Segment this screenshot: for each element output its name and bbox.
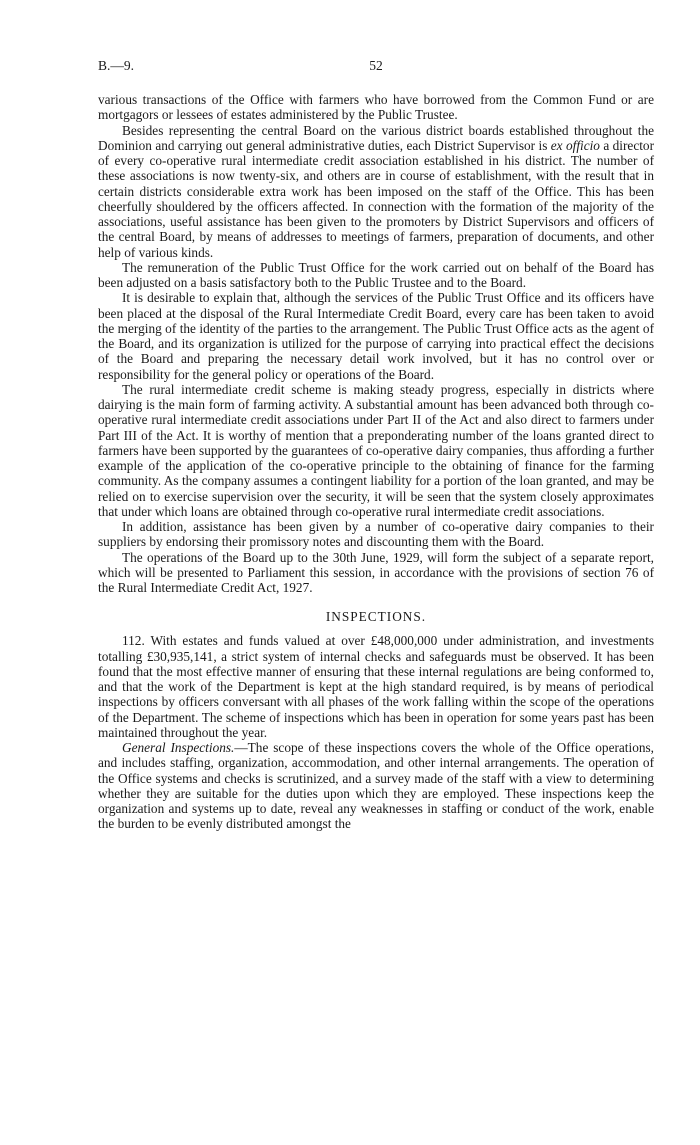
page-header — [98, 58, 654, 78]
paragraph-112: 112. With estates and funds valued at over £48,000,000 under administration, and investments totalling £30,935,141, a strict system of internal checks and safeguards must be observed. It has been found that the most effective manner of ensuring that these internal regulations are being conformed to, and that the work of the Department is kept at the high standard required, is by means of periodical inspections by officers conversant with all phases of the work falling within the scope of the operations of the Department. The scheme of inspections which has been in operation for some years past has been maintained throughout the year. — [98, 633, 654, 740]
paragraph-text: Besides representing the central Board on the various district boards established throughout the Dominion and carrying out general administrative duties, each District Supervisor is — [98, 122, 654, 153]
latin-term: ex officio — [550, 137, 600, 153]
paragraph-text: —The scope of these inspections covers the whole of the Office operations, and includes staffing, organization, accommodation, and other internal arrangements. The operation of the Office systems and checks is scrutinized, and a survey made of the staff with a view to determining whether they are suitable for the duties upon which they are employed. These inspections keep the organization and systems up to date, reveal any weaknesses in staffing or conduct of the work, enable the burden to be evenly distributed amongst the — [98, 740, 654, 832]
subheading-italic: General Inspections. — [122, 740, 235, 755]
document-body — [98, 92, 654, 832]
paragraph-general-inspections — [98, 740, 654, 832]
section-heading: INSPECTIONS. — [325, 609, 427, 625]
paragraph-board-operations: The operations of the Board up to the 30th June, 1929, will form the subject of a separate report, which will be presented to Parliament this session, in accordance with the provisions of section 76 of the Rural Intermediate Credit Act, 1927. — [98, 549, 654, 595]
paragraph-continuation: various transactions of the Office with farmers who have borrowed from the Common Fund or are mortgagors or lessees of estates administered by the Public Trustee. — [98, 92, 654, 123]
paragraph-credit-scheme-progress: The rural intermediate credit scheme is making steady progress, especially in districts where dairying is the main form of farming activity. A substantial amount has been advanced both through co-operative rural intermediate credit associations under Part II of the Act and also direct to farmers under Part III of the Act. It is worthy of mention that a preponderating number of the loans granted direct to farmers have been supported by the guarantees of co-operative dairy companies, thus affording a further example of the application of the co-operative principle to the obtaining of finance for the farming community. As the company assumes a contingent liability for a portion of the loan granted, and may be relied on to exercise supervision over the security, it will be seen that the system closely approximates that under which loans are obtained through co-operative rural intermediate credit associations. — [98, 381, 654, 519]
paragraph-district-supervisors — [98, 123, 654, 260]
page-number: 52 — [369, 58, 383, 73]
paragraph-remuneration: The remuneration of the Public Trust Office for the work carried out on behalf of the Board has been adjusted on a basis satisfactory both to the Public Trustee and to the Board. — [98, 259, 654, 290]
paragraph-text: a director of every co-operative rural intermediate credit association established in his district. The number of these associations is now twenty-six, and others are in course of establishment, with the result that in certain districts considerable extra work has been imposed on the staff of the Office. This has been cheerfully shouldered by the officers affected. In connection with the formation of the majority of the associations, useful assistance has been given to the promoters by District Supervisors and officers of the central Board, by means of addresses to meetings of farmers, preparation of documents, and other help of various kinds. — [98, 137, 655, 260]
paragraph-agency-arrangement: It is desirable to explain that, although the services of the Public Trust Office and its officers have been placed at the disposal of the Rural Intermediate Credit Board, every care has been taken to avoid the merging of the identity of the parties to the arrangement. The Public Trust Office acts as the agent of the Board, and its organization is utilized for the purpose of carrying into practical effect the decisions of the Board and preparing the necessary detail work involved, but it has no control over or responsibility for the general policy or operations of the Board. — [98, 290, 654, 382]
paragraph-dairy-assistance: In addition, assistance has been given by a number of co-operative dairy companies to their suppliers by endorsing their promissory notes and discounting them with the Board. — [98, 519, 654, 550]
document-reference: B.—9. — [98, 58, 135, 73]
